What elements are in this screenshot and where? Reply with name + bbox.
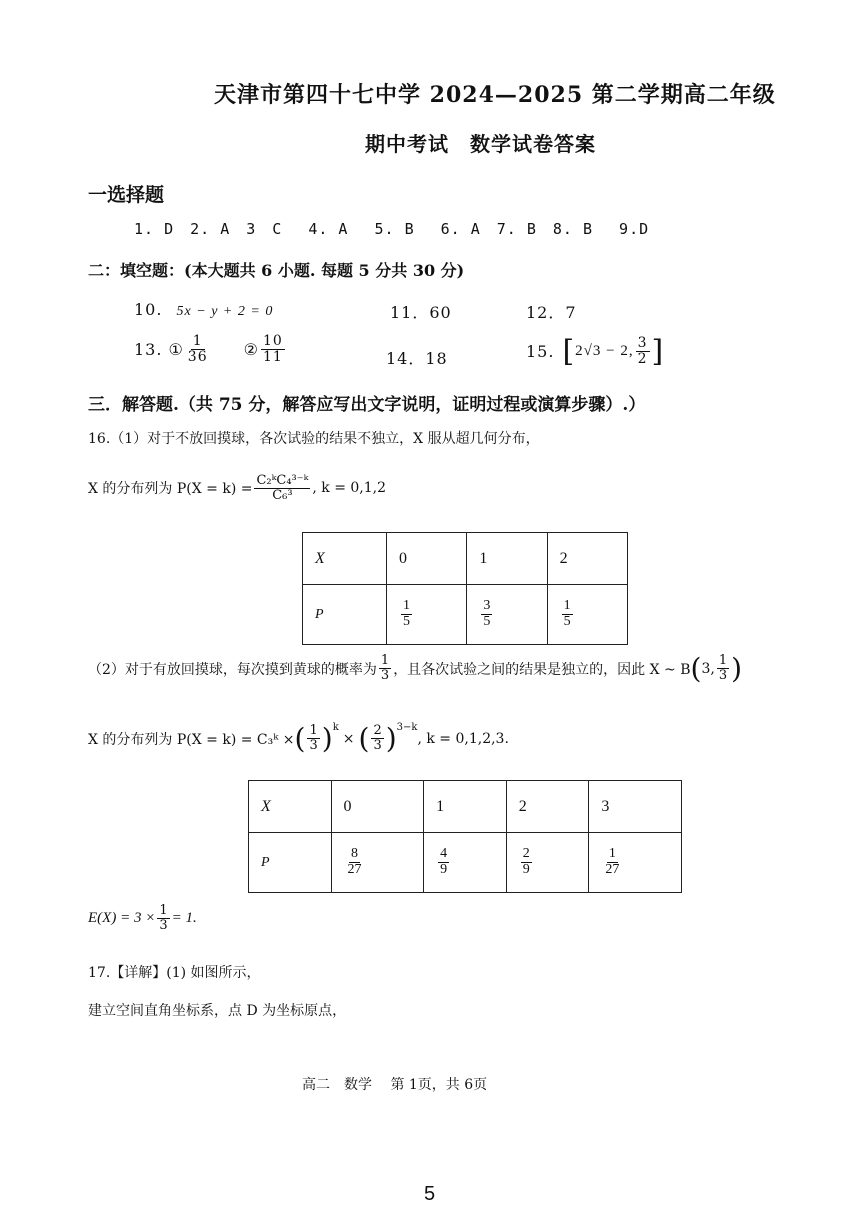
cell-numerator: 8 (351, 846, 359, 862)
section-choice-heading: 一选择题 (88, 184, 165, 206)
q10-answer (134, 300, 273, 320)
q13-circle-one: ① (168, 339, 184, 359)
dist1-numerator: C₂ᵏC₄³⁻ᵏ (256, 473, 309, 488)
dist1-fraction (254, 474, 310, 502)
q15-number: 15. (526, 342, 555, 361)
table-row (249, 781, 682, 833)
table-cell (589, 833, 682, 893)
table-cell (506, 833, 589, 893)
table-cell (467, 585, 547, 645)
expectation-suffix: = 1. (171, 909, 197, 926)
dist2-exponent-one: k (332, 722, 339, 733)
table-cell (424, 833, 507, 893)
q16-dist1-formula (88, 474, 386, 502)
cell-denominator: 5 (403, 614, 411, 629)
expectation-prefix: E(X) = 3 × (88, 909, 156, 926)
part2-denominator: 3 (380, 668, 390, 683)
table-cell: P (303, 585, 387, 645)
table-cell: 0 (331, 781, 424, 833)
cell-numerator: 1 (563, 598, 571, 614)
q13-circle-two: ② (243, 339, 259, 359)
q17-line2: 建立空间直角坐标系，点 D 为坐标原点， (88, 1003, 347, 1019)
section-solution-heading: 三．解答题.（共 75 分，解答应写出文字说明，证明过程或演算步骤）.） (88, 395, 646, 415)
table-cell: 2 (547, 533, 627, 585)
q17-line1: 17.【详解】(1) 如图所示， (88, 965, 261, 981)
table-cell: 2 (506, 781, 589, 833)
q13-answer (134, 334, 287, 364)
table-row (303, 533, 628, 585)
q11-answer: 11．60 (390, 303, 452, 322)
q14-answer: 14．18 (386, 349, 448, 368)
exam-subtitle: 期中考试 数学试卷答案 (365, 132, 596, 156)
distribution-table-2 (248, 780, 682, 893)
q13-f2-denominator: 11 (262, 348, 283, 365)
part2-numerator: 1 (380, 653, 390, 669)
table-cell (547, 585, 627, 645)
expectation-denominator: 3 (159, 917, 168, 933)
dist2-prefix: X 的分布列为 P(X = k) = C₃ᵏ × (88, 731, 295, 748)
expectation-fraction (157, 904, 169, 932)
cell-denominator: 9 (522, 862, 530, 877)
table-row (249, 833, 682, 893)
table-cell: X (303, 533, 387, 585)
exam-title: 天津市第四十七中学 2024—2025 第二学期高二年级 (214, 82, 776, 108)
table-cell: X (249, 781, 332, 833)
q13-fraction-two (261, 334, 285, 364)
cell-numerator: 1 (608, 846, 616, 862)
q15-interval-left: 2√3 − 2, (575, 343, 634, 359)
q10-number: 10. (134, 300, 163, 319)
q13-f2-numerator: 10 (262, 333, 283, 349)
q16-expectation (88, 904, 197, 932)
part2-text-b: ，且各次试验之间的结果是独立的，因此 X ~ B (393, 661, 691, 678)
q13-f1-numerator: 1 (192, 333, 203, 349)
dist2-fraction-one (307, 724, 319, 752)
dist2-f2-denominator: 3 (373, 738, 382, 753)
dist2-f1-numerator: 1 (309, 723, 318, 739)
q16-dist2-formula: X 的分布列为 P(X = k) = C₃ᵏ × ( $\frac{1}{3}$ ) $^k$ × ( $\frac{2}{3}$ ) $^{3-k}$ , k = 0,1,2,3. (88, 722, 509, 755)
section-fill-heading: 二：填空题：(本大题共 6 小题. 每题 5 分共 30 分) (88, 261, 465, 280)
binom-numerator: 1 (718, 653, 728, 669)
q15-answer: 15. [ 2√3 − 2, $\frac{3}{2}$ ] (526, 334, 665, 369)
q15-f-numerator: 3 (637, 335, 648, 352)
dist1-denominator: C₆³ (272, 487, 293, 503)
q13-f1-denominator: 36 (187, 348, 208, 365)
table-cell: 3 (589, 781, 682, 833)
q16-part1-text: 16.（1）对于不放回摸球，各次试验的结果不独立，X 服从超几何分布， (88, 431, 540, 447)
cell-denominator: 5 (483, 614, 491, 629)
dist2-times: × (342, 730, 355, 747)
dist1-prefix: X 的分布列为 P(X = k) = (88, 481, 253, 498)
dist2-suffix: , k = 0,1,2,3. (417, 730, 509, 747)
cell-numerator: 1 (403, 598, 411, 614)
table-cell: 1 (424, 781, 507, 833)
table-row (303, 585, 628, 645)
part2-text-a: （2）对于有放回摸球，每次摸到黄球的概率为 (88, 661, 377, 678)
distribution-table-1 (302, 532, 628, 645)
q10-equation: 5x − y + 2 = 0 (176, 304, 274, 319)
cell-denominator: 5 (563, 614, 571, 629)
dist2-fraction-two (371, 724, 383, 752)
q15-f-denominator: 2 (637, 351, 648, 367)
q13-number: 13. (134, 339, 163, 359)
page-number: 5 (424, 1183, 436, 1205)
table-cell: 1 (467, 533, 547, 585)
q13-fraction-one (186, 334, 210, 364)
choice-answers: 1. D 2. A 3 C 4. A 5. B 6. A 7. B 8. B 9.D (134, 220, 650, 238)
table-cell: P (249, 833, 332, 893)
q12-answer: 12．7 (526, 303, 577, 322)
page-footer: 高二 数学 第 1页，共 6页 (302, 1077, 488, 1093)
cell-denominator: 9 (440, 862, 448, 877)
expectation-numerator: 1 (159, 903, 168, 918)
binom-fraction (717, 654, 729, 682)
part2-fraction (379, 654, 391, 682)
cell-numerator: 3 (483, 598, 491, 614)
dist1-suffix: , k = 0,1,2 (312, 480, 386, 497)
dist2-f2-numerator: 2 (373, 723, 382, 739)
cell-denominator: 27 (347, 862, 362, 877)
table-cell: 0 (387, 533, 467, 585)
binom-n: 3, (701, 660, 715, 677)
cell-denominator: 27 (605, 862, 620, 877)
table-cell (331, 833, 424, 893)
dist2-exponent-two: 3−k (396, 722, 418, 733)
q15-fraction (636, 336, 650, 366)
cell-numerator: 2 (522, 846, 530, 862)
dist2-f1-denominator: 3 (309, 738, 318, 753)
q16-part2-text: （2）对于有放回摸球，每次摸到黄球的概率为 $\frac{1}{3}$ ，且各次试验之间的结果是独立的，因此 X ~ B ( 3, $\frac{1}{3}$ ) (88, 652, 743, 685)
table-cell (387, 585, 467, 645)
cell-numerator: 4 (440, 846, 448, 862)
binom-denominator: 3 (718, 668, 728, 683)
